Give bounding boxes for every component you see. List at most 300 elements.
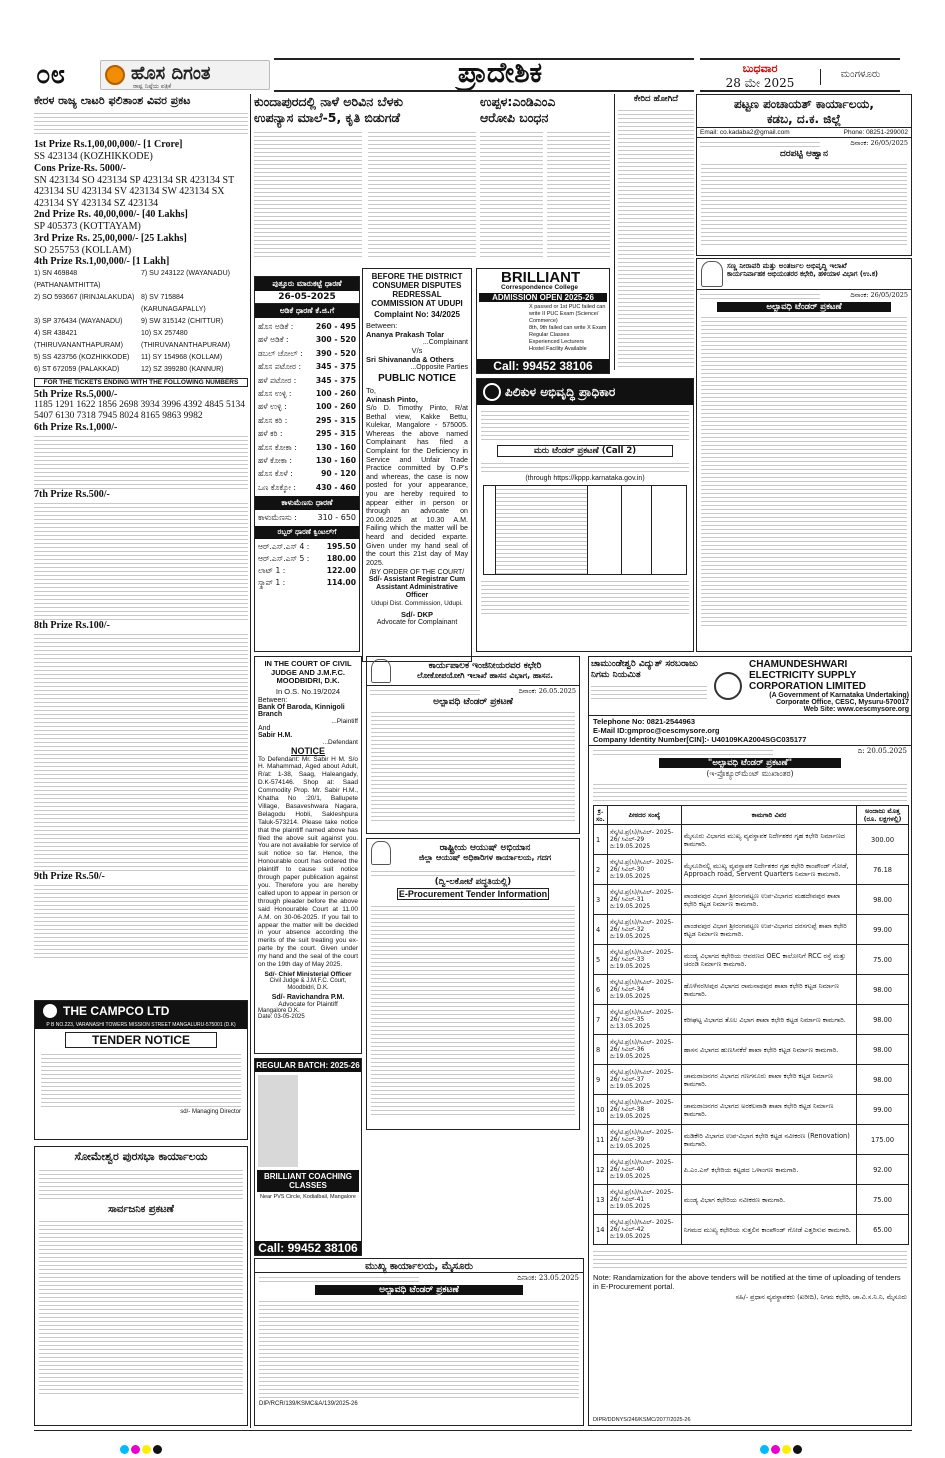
cesc-cell: ಮೈಸೂರಿನಲ್ಲಿ ಮುಖ್ಯ ವ್ಯವಸ್ಥಾಪಕ ನಿರ್ದೇಶಕರ ಗೃಹ ಕಛೇರಿ ಕಾಂಪೌಂಡ್ ಗೋಡೆ, Approach road, Servent Quarters ನಿರ್ಮಾಣ ಕಾಮಗಾರಿ.	[681, 855, 856, 885]
campco-tender-ad	[34, 1000, 248, 1140]
cesc-telephone: Telephone No: 0821-2544963	[593, 717, 695, 726]
gadag-title: ರಾಷ್ಟ್ರೀಯ ಆಯುಷ್ ಅಭಿಯಾನ	[439, 843, 531, 853]
page-number: ೦೮	[36, 60, 66, 90]
lottery-5th-numbers: 1185 1291 1622 1856 2698 3934 3996 4392 4845 5134 5407 6130 7318 7945 8024 8165 9863 9982	[34, 400, 246, 421]
cesc-cell: ಹಾಸನ ವಿಭಾಗದ ಹುಣಸಿನಕೆರೆ ಶಾಖಾ ಕಛೇರಿ ಕಟ್ಟಡ ನಿರ್ಮಾಣ ಕಾಮಗಾರಿ.	[681, 1035, 856, 1065]
cesc-web: Web Site: www.cescmysore.org	[803, 706, 909, 713]
uppala-col-1	[480, 129, 543, 259]
rate-label: ಹಳೆ ಅಡಿಕೆ :	[258, 335, 289, 345]
cesc-cell: ಚಾಮರಾಜನಗರ ವಿಭಾಗದ ಅರಕಲವಾಡಿ ಶಾಖಾ ಕಛೇರಿ ಕಟ್ಟಡ ನಿರ್ಮಾಣ ಕಾಮಗಾರಿ.	[681, 1095, 856, 1125]
rate-value: 90 - 120	[321, 469, 356, 479]
cesc-cell: ಕರೀಘಟ್ಟ ವಿಭಾಗದ ತೊಲ ವಿಭಾಗ ಶಾಖಾ ಕಛೇರಿ ಕಟ್ಟಡ ನಿರ್ಮಾಣ ಕಾಮಗಾರಿ.	[681, 1005, 856, 1035]
campco-logo-icon	[43, 1004, 57, 1018]
kundapura-headline-2: ಉಪನ್ಯಾಸ ಮಾಲೆ-5, ಕೃತಿ ಬಿಡುಗಡೆ	[254, 110, 400, 125]
cesc-name: CHAMUNDESHWARI ELECTRICITY SUPPLY CORPORATION LIMITED	[749, 659, 867, 692]
table-row	[594, 825, 909, 855]
arecanut-rate-row	[258, 427, 356, 440]
kadaba-panchayat-notice	[696, 94, 912, 256]
coaching-photo	[258, 1075, 358, 1167]
brilliant-point: 8th, 9th failed can write X Exam	[529, 325, 607, 331]
cesc-contacts	[589, 716, 911, 746]
rate-value: 114.00	[326, 578, 356, 588]
cesc-table-header: ಕಾಮಗಾರಿ ವಿವರ	[681, 806, 856, 825]
rate-label: ಡಬಲ್ ಚೋಲ್ :	[258, 348, 303, 358]
cesc-email: E-Mail ID:gmproc@cescmysore.org	[593, 726, 720, 735]
pepper-title: ಕಾಳುಮೆಣಸು ಧಾರಣೆ	[255, 496, 359, 510]
moodbidri-case-no: In O.S. No.19/2024	[275, 686, 341, 696]
pilikula-retender: ಮರು ಟೆಂಡರ್ ಪ್ರಕಟಣೆ (Call 2)	[497, 445, 673, 457]
cesc-cell: 12	[594, 1155, 608, 1185]
kadaba-date: ದಿನಾಂಕ: 26/05/2025	[850, 139, 908, 147]
hassan-date: ದಿನಾಂಕ: 26.05.2025	[518, 687, 576, 695]
cesc-date: ದಿ: 20.05.2025	[857, 747, 907, 755]
udupi-signature: Sd/- Assistant Registrar Cum Assistant Administrative Officer	[368, 576, 466, 600]
rate-label: ಆರ್.ಎಸ್.ಎಸ್ 4 :	[258, 542, 310, 552]
lottery-6th-numbers	[34, 433, 248, 489]
mysuru-date: ದಿನಾಂಕ: 23.05.2025	[517, 1274, 579, 1282]
lottery-fourth-prizes	[34, 268, 248, 376]
lottery-note: FOR THE TICKETS ENDING WITH THE FOLLOWING NUMBERS	[34, 378, 248, 387]
article-uppala	[480, 94, 610, 270]
cesc-note: Note: Randamization for the above tenders will be notified at the time of uploading of tenders in E-Procurement portal.	[593, 1273, 901, 1291]
lottery-title: ಕೇರಳ ರಾಜ್ಯ ಲಾಟರಿ ಫಲಿತಾಂಶ ವಿವರ ಪ್ರಕಟ	[34, 94, 191, 107]
minor-tender-title: ಅಲ್ಪಾವಧಿ ಟೆಂಡರ್ ಪ್ರಕಟಣೆ	[717, 302, 891, 312]
cesc-cell: ಸೆಸ್ಕ/ಟಿ.ಪ್ರ(ಸಿ)/ಸಿವಿಲ್- 2025-26/ ಸಿವಿಲ್-39 ದಿ:19.05.2025	[607, 1125, 681, 1155]
pilikula-table	[483, 485, 687, 575]
cesc-cell: ಸೆಸ್ಕ/ಟಿ.ಪ್ರ(ಸಿ)/ಸಿವಿಲ್- 2025-26/ ಸಿವಿಲ್-42 ದಿ:19.05.2025	[607, 1215, 681, 1245]
moodbidri-signature-2: Civil Judge & J.M.F.C. Court, Moodbidri, D.K.	[269, 977, 347, 991]
arecanut-rate-row	[258, 333, 356, 346]
mysuru-ref-row	[255, 1272, 583, 1284]
lottery-prize-tickets: SO 255753 (KOLLAM)	[34, 244, 132, 256]
brilliant-points	[477, 304, 609, 353]
article-kundapura	[254, 94, 476, 270]
cesc-cell: ಪಾಂಡವಪುರ ವಿಭಾಗ ಶ್ರೀರಂಗಪಟ್ಟಣ ಉಪ-ವಿಭಾಗದ ಮಹದೇವಪುರ ಶಾಖಾ ಕಛೇರಿ ಕಟ್ಟಡ ನಿರ್ಮಾಣ ಕಾಮಗಾರಿ.	[681, 885, 856, 915]
kadaba-title: ಪಟ್ಟಣ ಪಂಚಾಯತ್ ಕಾರ್ಯಾಲಯ,	[734, 97, 874, 111]
brilliant-point: Regular Classes	[529, 332, 570, 338]
campco-signature: sd/- Managing Director	[180, 1109, 241, 1115]
pilikula-title: ಪಿಲಿಕುಳ ಅಭಿವೃದ್ಧಿ ಪ್ರಾಧಿಕಾರ	[505, 384, 616, 399]
minor-ref-row	[697, 289, 911, 301]
brilliant-admission: ADMISSION OPEN 2025-26	[479, 293, 607, 302]
kadaba-body	[701, 161, 907, 245]
minor-subtitle: ಕಾರ್ಯನಿರ್ವಾಹಕ ಅಭಿಯಂತರರ ಕಛೇರಿ, ಹಳಿಯಾಳ ವಿಭಾಗ (ಉ.ಕ)	[727, 270, 878, 278]
kundapura-col-1	[254, 129, 362, 259]
campco-body	[41, 1051, 241, 1107]
cesc-cell: 99.00	[857, 1095, 909, 1125]
lottery-prize-label: 2nd Prize Rs. 40,00,000/- [40 Lakhs]	[34, 209, 188, 220]
udupi-court-title: BEFORE THE DISTRICT CONSUMER DISPUTES REDRESSAL COMMISSION AT UDUPI	[371, 272, 463, 308]
rate-value: 295 - 315	[315, 415, 356, 425]
lottery-fourth-item: 5) SS 423756 (KOZHIKKODE)	[34, 354, 130, 361]
lottery-7th-numbers	[34, 500, 248, 620]
udupi-body: S/o D. Timothy Pinto, R/at Bethal view, Kakke Bettu, Kulekar, Mangalore - 575005. Whereas the above named Complainant has filed a Complaint for the Deficiency in Service and Unfair Trade Practice committed by O.P's and whereas, the case is now posted for your appearance, you are hereby required to appear either in person or through an advocate on 20.06.2025 at 10.30 A.M. Failing which the matter will be heard and decided exparte. Given under my hand seal of the court this 21st day of May 2025.	[366, 404, 468, 567]
arecanut-rate-row	[258, 374, 356, 387]
karnataka-emblem-icon	[701, 261, 723, 287]
cesc-cell: 98.00	[857, 885, 909, 915]
rate-label: ಹೊಸ ಕೊಳೆ :	[258, 469, 293, 479]
rate-label: ಹೊಸ ಕರಿ :	[258, 415, 288, 425]
rate-value: 260 - 495	[315, 322, 356, 331]
someshwara-notice	[34, 1146, 248, 1426]
table-row	[594, 855, 909, 885]
uppala-col-2	[547, 129, 610, 259]
uppala-headline-2: ಆರೋಪಿ ಬಂಧನ	[480, 110, 549, 125]
udupi-between: Between:	[366, 321, 398, 330]
lottery-fourth-item: 11) SY 154968 (KOLLAM)	[141, 354, 223, 361]
market-title: ಪುತ್ತೂರು ಮಾರುಕಟ್ಟೆ ಧಾರಣೆ	[255, 277, 359, 291]
cesc-cell: 300.00	[857, 825, 909, 855]
cesc-cell: 3	[594, 885, 608, 915]
pilikula-logo-icon	[483, 383, 501, 401]
puttur-market-rates	[254, 276, 360, 652]
udupi-to-name: Avinash Pinto,	[366, 395, 418, 404]
rubber-rate-row	[258, 565, 356, 577]
lottery-fourth-item: 6) ST 672059 (PALAKKAD)	[34, 366, 120, 373]
masthead	[0, 0, 945, 92]
lottery-prize-tickets: SS 423134 (KOZHIKKODE)	[34, 151, 153, 162]
rate-value: 300 - 520	[315, 335, 356, 345]
udupi-advocate: Advocate for Complainant	[376, 619, 458, 627]
kundapura-headline-1: ಕುಂದಾಪುರದಲ್ಲಿ ನಾಳೆ ಅರಿವಿನ ಬೆಳಕು	[254, 94, 403, 109]
cesc-cell: 92.00	[857, 1155, 909, 1185]
coaching-batch: REGULAR BATCH: 2025-26	[256, 1061, 360, 1070]
udupi-complainant: ...Complainant	[422, 339, 468, 346]
brand-tagline: ರಾಷ್ಟ್ರ ನಿಷ್ಠೆಯ ಪತ್ರಿಕೆ	[133, 83, 172, 90]
cesc-cell: ಮಡಿಕೇರಿ ವಿಭಾಗದ ಉಪ-ವಿಭಾಗ ಕಛೇರಿ ಕಟ್ಟಡ ನವೀಕರಣ (Renovation) ಕಾಮಗಾರಿ.	[681, 1125, 856, 1155]
cesc-cell: ನಿಗಮದ ಮುಖ್ಯ ಕಛೇರಿಯ ಸುತ್ತಲಿನ ಕಾಂಪೌಂಡ್ ಗೋಡೆ ಎತ್ತರಿಸುವ ಕಾಮಗಾರಿ.	[681, 1215, 856, 1245]
brilliant-subtitle: Correspondence College	[501, 284, 578, 291]
arecanut-rate-row	[258, 360, 356, 373]
lottery-fourth-item: 1) SN 469848 (PATHANAMTHITTA)	[34, 270, 101, 289]
lottery-prize-label: 4th Prize Rs.1,00,000/- [1 Lakh]	[34, 256, 170, 267]
cesc-cell: 8	[594, 1035, 608, 1065]
lottery-prize-label: Cons Prize-Rs. 5000/-	[34, 162, 126, 174]
pilikula-footer	[481, 578, 689, 614]
kadaba-contact	[697, 127, 911, 138]
moodbidri-date: Date: 03-05-2025	[258, 1013, 305, 1020]
cesc-gov-kannada	[591, 683, 707, 701]
minor-title: ಸಣ್ಣ ನೀರಾವರಿ ಮತ್ತು ಅಂತರ್ಜಲ ಅಭಿವೃದ್ಧಿ ಇಲಾಖೆ	[727, 261, 847, 270]
arecanut-rate-row	[258, 347, 356, 360]
pepper-rate	[255, 510, 359, 526]
table-row	[594, 885, 909, 915]
cesc-cell: 2	[594, 855, 608, 885]
gadag-subtitle: ಜಿಲ್ಲಾ ಆಯುಷ್ ಅಧಿಕಾರಿಗಳ ಕಾರ್ಯಾಲಯ, ಗದಗ	[418, 853, 552, 862]
cesc-cell: ಮೈಸೂರು ವಿಭಾಗದ ಮುಖ್ಯ ವ್ಯವಸ್ಥಾಪಕ ನಿರ್ದೇಶಕರ ಗೃಹ ಕಛೇರಿ ನಿರ್ಮಾಣದ ಕಾಮಗಾರಿ.	[681, 825, 856, 855]
karnataka-emblem-icon	[371, 659, 391, 683]
lottery-fourth-item: 2) SO 593667 (IRINJALAKUDA)	[34, 294, 135, 301]
cesc-cell: 1	[594, 825, 608, 855]
cesc-cell: 7	[594, 1005, 608, 1035]
someshwara-address	[39, 1167, 243, 1201]
lottery-9th-numbers	[34, 882, 248, 958]
cesc-cell: ಚಾಮರಾಜನಗರ ವಿಭಾಗದ ಗಣಗನೂರು ಶಾಖಾ ಕಛೇರಿ ಕಟ್ಟಡ ನಿರ್ಮಾಣ ಕಾಮಗಾರಿ.	[681, 1065, 856, 1095]
cesc-tender-subtitle: (ಇ-ಪ್ರೊಕ್ಯೂರ್‌ಮೆಂಟ್ ಮುಖಾಂತರ)	[706, 769, 794, 778]
rate-label: ಹಳೆ ಪಟೋರ :	[258, 375, 297, 385]
rate-label: ಆರ್.ಎಸ್.ಎಸ್ 5 :	[258, 554, 310, 564]
hassan-body	[371, 709, 575, 823]
kerida-body	[618, 107, 694, 367]
table-row	[594, 1035, 909, 1065]
rubber-title: ರಬ್ಬರ್ ಧಾರಣೆ ಕ್ವಿಂಟಲ್‌ಗೆ	[255, 526, 359, 539]
pilikula-header-text	[481, 408, 689, 442]
cesc-table-header: ಅಂದಾಜು ಮೊತ್ತ (ರೂ. ಲಕ್ಷಗಳಲ್ಲಿ)	[857, 806, 909, 825]
rubber-rates	[255, 539, 359, 591]
cesc-cell: 11	[594, 1125, 608, 1155]
cesc-signature: ಸಹಿ/- ಪ್ರಧಾನ ವ್ಯವಸ್ಥಾಪಕರು (ಖರೀದಿ), ನಿಗಮ ಕಛೇರಿ, ಚಾ.ವಿ.ಸ.ನಿ.ನಿ, ಮೈಸೂರು	[735, 1293, 907, 1301]
kadaba-tender: ದರಪಟ್ಟಿ ಆಹ್ವಾನ	[780, 149, 828, 159]
lottery-prize-label: 3rd Prize Rs. 25,00,000/- [25 Lakhs]	[34, 232, 187, 244]
cesc-cell: ಸೆಸ್ಕ/ಟಿ.ಪ್ರ(ಸಿ)/ಸಿವಿಲ್- 2025-26/ ಸಿವಿಲ್-33 ದಿ:19.05.2025	[607, 945, 681, 975]
rate-value: 100 - 260	[315, 402, 356, 412]
cesc-cell: ಮಂಡ್ಯ ವಿಭಾಗ ಕಛೇರಿಯ ನವೀಕರಣ ಕಾಮಗಾರಿ.	[681, 1185, 856, 1215]
rate-value: 345 - 375	[315, 375, 356, 385]
moodbidri-notice-label: NOTICE	[290, 745, 325, 756]
lottery-fourth-item: 8) SV 715884 (KARUNAGAPALLY)	[141, 294, 206, 313]
cesc-cell: ಪಿ.ಎಂ.ಎಸ್ ಕಛೇರಿಯ ಕಟ್ಟಡದ ಒಳಾಂಗಣ ಕಾಮಗಾರಿ.	[681, 1155, 856, 1185]
arecanut-rate-row	[258, 467, 356, 480]
table-row	[594, 1155, 909, 1185]
rate-value: 100 - 260	[315, 389, 356, 399]
lottery-fourth-item: 4) SR 438421 (THIRUVANANTHAPURAM)	[34, 330, 123, 349]
campco-tender-title: TENDER NOTICE	[65, 1032, 217, 1048]
rubber-rate-row	[258, 577, 356, 589]
section-title: ಪ್ರಾದೇಶಿಕ	[457, 56, 543, 89]
brand-logo-icon	[105, 65, 125, 85]
gadag-ayush-tender	[366, 838, 580, 1130]
cesc-cell: 98.00	[857, 1065, 909, 1095]
cesc-cell: ಮಂಡ್ಯ ವಿಭಾಗದ ಕಛೇರಿಯ ಆವರಣದ OEC ಕಾಲೋನಿಗೆ RCC ರಸ್ತೆ ಮತ್ತು ಚರಂಡಿ ನಿರ್ಮಾಣ ಕಾಮಗಾರಿ.	[681, 945, 856, 975]
arecanut-rate-row	[258, 414, 356, 427]
hassan-subtitle: ಲೋಕೋಪಯೋಗಿ ಇಲಾಖೆ ಹಾಸನ ವಿಭಾಗ, ಹಾಸನ.	[416, 671, 554, 680]
mysuru-body	[259, 1298, 579, 1398]
rate-value: 122.00	[326, 566, 356, 576]
cesc-cell: 10	[594, 1095, 608, 1125]
rubber-rate-row	[258, 553, 356, 565]
table-row	[594, 945, 909, 975]
cesc-cell: 98.00	[857, 975, 909, 1005]
hassan-ref-row	[367, 685, 579, 697]
table-row	[594, 915, 909, 945]
rate-value: 345 - 375	[315, 362, 356, 372]
gadag-ref	[371, 868, 575, 876]
table-row	[594, 1065, 909, 1095]
udupi-order: /BY ORDER OF THE COURT/	[369, 569, 465, 577]
cesc-cell: ಸೆಸ್ಕ/ಟಿ.ಪ್ರ(ಸಿ)/ಸಿವಿಲ್- 2025-26/ ಸಿವಿಲ್-29 ದಿ:19.05.2025	[607, 825, 681, 855]
cesc-works-table	[593, 805, 909, 1245]
pilikula-intro	[481, 460, 689, 472]
rate-label: ಹೊಸ ಪಟೋರ :	[258, 362, 302, 372]
color-registration-marks-right	[760, 1445, 802, 1454]
udupi-vs: V/s	[411, 346, 423, 355]
cesc-cell: 14	[594, 1215, 608, 1245]
rate-value: 195.50	[326, 542, 356, 552]
lottery-5th-label: 5th Prize Rs.5,000/-	[34, 389, 118, 400]
mysuru-title: ಮುಖ್ಯ ಕಾರ್ಯಾಲಯ, ಮೈಸೂರು	[365, 1261, 473, 1272]
brilliant-coaching-ad	[254, 1058, 362, 1256]
brilliant-point: X passed or 1st PUC failed can write II PUC Exam (Science/ Commerce)	[529, 304, 606, 324]
lottery-fourth-item: 3) SP 376434 (WAYANADU)	[34, 318, 123, 325]
table-row	[594, 1185, 909, 1215]
cesc-cell: ಸೆಸ್ಕ/ಟಿ.ಪ್ರ(ಸಿ)/ಸಿವಿಲ್- 2025-26/ ಸಿವಿಲ್-30 ದಿ:19.05.2025	[607, 855, 681, 885]
cesc-cell: 5	[594, 945, 608, 975]
cesc-table-header: ಪೀಠದರ ಸಂಖ್ಯೆ	[607, 806, 681, 825]
cesc-cell: ಪಾಂಡವಪುರ ವಿಭಾಗ ಶ್ರೀರಂಗಪಟ್ಟಣ ಉಪ-ವಿಭಾಗದ ದರಸಗುಪ್ಪೆ ಶಾಖಾ ಕಛೇರಿ ಕಟ್ಟಡ ನಿರ್ಮಾಣ ಕಾಮಗಾರಿ.	[681, 915, 856, 945]
cesc-tender-title: "ಅಲ್ಪಾವಧಿ ಟೆಂಡರ್ ಪ್ರಕಟಣೆ"	[659, 758, 841, 768]
lottery-prize-label: 1st Prize Rs.1,00,00,000/- [1 Crore]	[34, 139, 183, 150]
rubber-rate-row	[258, 541, 356, 553]
moodbidri-title: IN THE COURT OF CIVIL JUDGE AND J.M.F.C. MOODBIDRI, D.K.	[264, 659, 352, 685]
cesc-cell: 6	[594, 975, 608, 1005]
moodbidri-defendant: ...Defendant	[322, 738, 358, 746]
pilikula-banner	[477, 379, 693, 405]
cesc-tender	[588, 656, 912, 1426]
lottery-prize-tickets: SN 423134 SO 423134 SP 423134 SR 423134 ST 423134 SU 423134 SV 423134 SW 423134 SX 423134 SY 423134 SZ 423134	[34, 174, 235, 209]
cesc-cell: 98.00	[857, 1035, 909, 1065]
lottery-prize-list	[34, 139, 248, 268]
cesc-cell: ಸೆಸ್ಕ/ಟಿ.ಪ್ರ(ಸಿ)/ಸಿವಿಲ್- 2025-26/ ಸಿವಿಲ್-36 ದಿ:19.05.2025	[607, 1035, 681, 1065]
lottery-fourth-item: 7) SU 243122 (WAYANADU)	[141, 270, 230, 277]
gadag-body	[371, 903, 575, 1117]
kerida-headline: ಕೇರಿದ ಹೋಗಿದೆ	[633, 94, 679, 104]
cesc-cell: 98.00	[857, 1005, 909, 1035]
brand-banner	[100, 60, 270, 90]
someshwara-body	[39, 1218, 243, 1396]
table-row	[594, 1005, 909, 1035]
brilliant-college-ad	[476, 268, 610, 374]
brand-name: ಹೊಸ ದಿಗಂತ	[131, 63, 211, 84]
udupi-complaint-no: Complaint No: 34/2025	[374, 310, 460, 319]
hassan-tender-title: ಅಲ್ಪಾವಧಿ ಟೆಂಡರ್ ಪ್ರಕಟಣೆ	[433, 697, 513, 707]
cesc-ref-row	[589, 746, 911, 757]
rate-value: 390 - 520	[315, 348, 356, 358]
pilikula-tender	[476, 378, 694, 652]
karnataka-emblem-icon	[371, 841, 391, 865]
color-registration-marks-left	[120, 1445, 162, 1454]
moodbidri-court-notice	[254, 656, 362, 1054]
mysuru-tender	[254, 1258, 584, 1426]
minor-irrigation-tender	[696, 258, 912, 652]
lottery-results	[34, 94, 248, 958]
gadag-eproc: E-Procurement Tender Information	[398, 889, 548, 899]
cesc-cell: ಸೆಸ್ಕ/ಟಿ.ಪ್ರ(ಸಿ)/ಸಿವಿಲ್- 2025-26/ ಸಿವಿಲ್-35 ದಿ:13.05.2025	[607, 1005, 681, 1035]
market-subtitle: ಅಡಿಕೆ ಧಾರಣೆ ಕೆ.ಜಿ.ಗೆ	[255, 304, 359, 318]
rate-value: 295 - 315	[315, 429, 356, 439]
cesc-cell: ಸೆಸ್ಕ/ಟಿ.ಪ್ರ(ಸಿ)/ಸಿವಿಲ್- 2025-26/ ಸಿವಿಲ್-40 ದಿ:19.05.2025	[607, 1155, 681, 1185]
rate-label: ಹೊಸ ಉಳ್ಳಿ :	[258, 389, 292, 399]
rate-value: 130 - 160	[315, 442, 356, 452]
udupi-opposite: ...Opposite Parties	[410, 364, 468, 371]
lottery-9th-label: 9th Prize Rs.50/-	[34, 871, 105, 882]
market-date: 26-05-2025	[255, 291, 359, 304]
minor-date: ದಿನಾಂಕ: 26/05/2025	[850, 291, 908, 299]
kadaba-subtitle: ಕಡಬ, ದ.ಕ. ಜಿಲ್ಲೆ	[766, 112, 842, 126]
lottery-7th-label: 7th Prize Rs.500/-	[34, 489, 110, 500]
arecanut-rates	[255, 318, 359, 496]
cesc-gov: (A Government of Karnataka Undertaking)	[769, 692, 909, 699]
cesc-cell: 4	[594, 915, 608, 945]
moodbidri-party-2: Sabir H.M.	[258, 731, 293, 739]
campco-name: THE CAMPCO LTD	[63, 1004, 170, 1018]
lottery-fourth-item: 12) SZ 399280 (KANNUR)	[141, 366, 224, 373]
udupi-party-2: Sri Shivananda & Others	[366, 355, 454, 364]
pepper-value: 310 - 650	[317, 513, 356, 523]
city-label: ಮಂಗಳೂರು	[820, 69, 900, 85]
kadaba-phone: Phone: 08251-299002	[843, 129, 908, 136]
rate-label: ಹಳೆ ಉಳ್ಳಿ :	[258, 402, 287, 412]
moodbidri-advocate: Advocate for Plaintiff	[278, 1000, 338, 1008]
cesc-cell: 76.18	[857, 855, 909, 885]
cesc-cell: 65.00	[857, 1215, 909, 1245]
cesc-cell: 75.00	[857, 945, 909, 975]
cesc-footer-kannada	[593, 1248, 907, 1270]
moodbidri-plaintiff: ...Plaintiff	[331, 717, 358, 725]
moodbidri-signature: Sd/- Chief Ministerial Officer	[264, 970, 352, 978]
udupi-consumer-notice	[362, 268, 472, 662]
rate-value: 130 - 160	[315, 456, 356, 466]
cesc-cell: 175.00	[857, 1125, 909, 1155]
table-row	[594, 1125, 909, 1155]
kadaba-ref-row	[697, 138, 911, 149]
brilliant-phone: Call: 99452 38106	[477, 359, 609, 373]
arecanut-rate-row	[258, 454, 356, 467]
kadaba-email: Email: co.kadaba2@gmail.com	[700, 129, 790, 136]
campco-banner	[35, 1001, 247, 1021]
cesc-cell: ಸೆಸ್ಕ/ಟಿ.ಪ್ರ(ಸಿ)/ಸಿವಿಲ್- 2025-26/ ಸಿವಿಲ್-38 ದಿ:19.05.2025	[607, 1095, 681, 1125]
lottery-intro	[34, 110, 248, 136]
cesc-ref: DIPR/DDNYS/246/KSMC/2077/2025-26	[593, 1417, 691, 1423]
cesc-cin: Company Identity Number[CIN]:- U40109KA2004SGC035177	[593, 735, 807, 744]
rate-label: ಒಣ ಕೊಕ್ಕೋ :	[258, 482, 296, 492]
udupi-sd: Sd/- DKP	[400, 610, 434, 620]
arecanut-rate-row	[258, 441, 356, 454]
cesc-cell: 9	[594, 1065, 608, 1095]
table-row	[594, 975, 909, 1005]
udupi-to: To,	[366, 386, 377, 395]
coaching-phone: Call: 99452 38106	[255, 1241, 361, 1255]
cesc-cell: 99.00	[857, 915, 909, 945]
arecanut-rate-row	[258, 400, 356, 413]
cesc-office: Corporate Office, CESC, Mysuru-570017	[775, 699, 909, 706]
coaching-name: BRILLIANT COACHING CLASSES	[257, 1170, 359, 1192]
campco-address: P B NO.223, VARANASHI TOWERS MISSION STREET MANGALURU-575001 (D.K)	[35, 1021, 247, 1029]
date-block	[700, 58, 900, 92]
brilliant-point: Experienced Lecturers	[529, 339, 585, 345]
rate-label: ಹಳೆ ಕೋಕಾ :	[258, 456, 292, 466]
moodbidri-sd: Sd/- Ravichandra P.M.	[271, 993, 345, 1001]
table-row	[594, 1215, 909, 1245]
date-label: 28 ಮೇ 2025	[725, 76, 795, 90]
mysuru-ref: DIP/RCR/139/KSMC&A/139/2025-26	[259, 1401, 358, 1407]
cesc-cell: ಸೆಸ್ಕ/ಟಿ.ಪ್ರ(ಸಿ)/ಸಿವಿಲ್- 2025-26/ ಸಿವಿಲ್-37 ದಿ:19.05.2025	[607, 1065, 681, 1095]
cesc-cell: 75.00	[857, 1185, 909, 1215]
cesc-cell: ಸೆಸ್ಕ/ಟಿ.ಪ್ರ(ಸಿ)/ಸಿವಿಲ್- 2025-26/ ಸಿವಿಲ್-32 ದಿ:19.05.2025	[607, 915, 681, 945]
brilliant-point: Hostel Facility Available	[529, 346, 587, 352]
lottery-fourth-item: 10) SX 257480 (THIRUVANANTHAPURAM)	[141, 330, 230, 349]
arecanut-rate-row	[258, 387, 356, 400]
rate-label: ಹೊಸ ಕೋಕಾ :	[258, 442, 297, 452]
rate-label: ಹಳೆ ಕರಿ :	[258, 429, 283, 439]
rate-label: ಹೊಸ ಅಡಿಕೆ :	[258, 322, 294, 331]
day-label: ಬುಧವಾರ	[742, 62, 778, 75]
pilikula-url: (through https://kppp.karnataka.gov.in)	[525, 475, 645, 482]
cesc-cell: ಸೆಸ್ಕ/ಟಿ.ಪ್ರ(ಸಿ)/ಸಿವಿಲ್- 2025-26/ ಸಿವಿಲ್-31 ದಿ:19.05.2025	[607, 885, 681, 915]
cesc-name-kannada: ಚಾಮುಂಡೇಶ್ವರಿ ವಿದ್ಯುತ್ ಸರಬರಾಜು ನಿಗಮ ನಿಯಮಿತ	[591, 659, 698, 680]
arecanut-rate-row	[258, 481, 356, 494]
lottery-prize-tickets: SP 405373 (KOTTAYAM)	[34, 221, 141, 232]
cesc-cell: ಹೊಳೆನರಸೀಪುರ ವಿಭಾಗದ ರಾಮನಾಥಪುರ ಶಾಖಾ ಕಛೇರಿ ಕಟ್ಟಡ ನಿರ್ಮಾಣ ಕಾಮಗಾರಿ.	[681, 975, 856, 1005]
